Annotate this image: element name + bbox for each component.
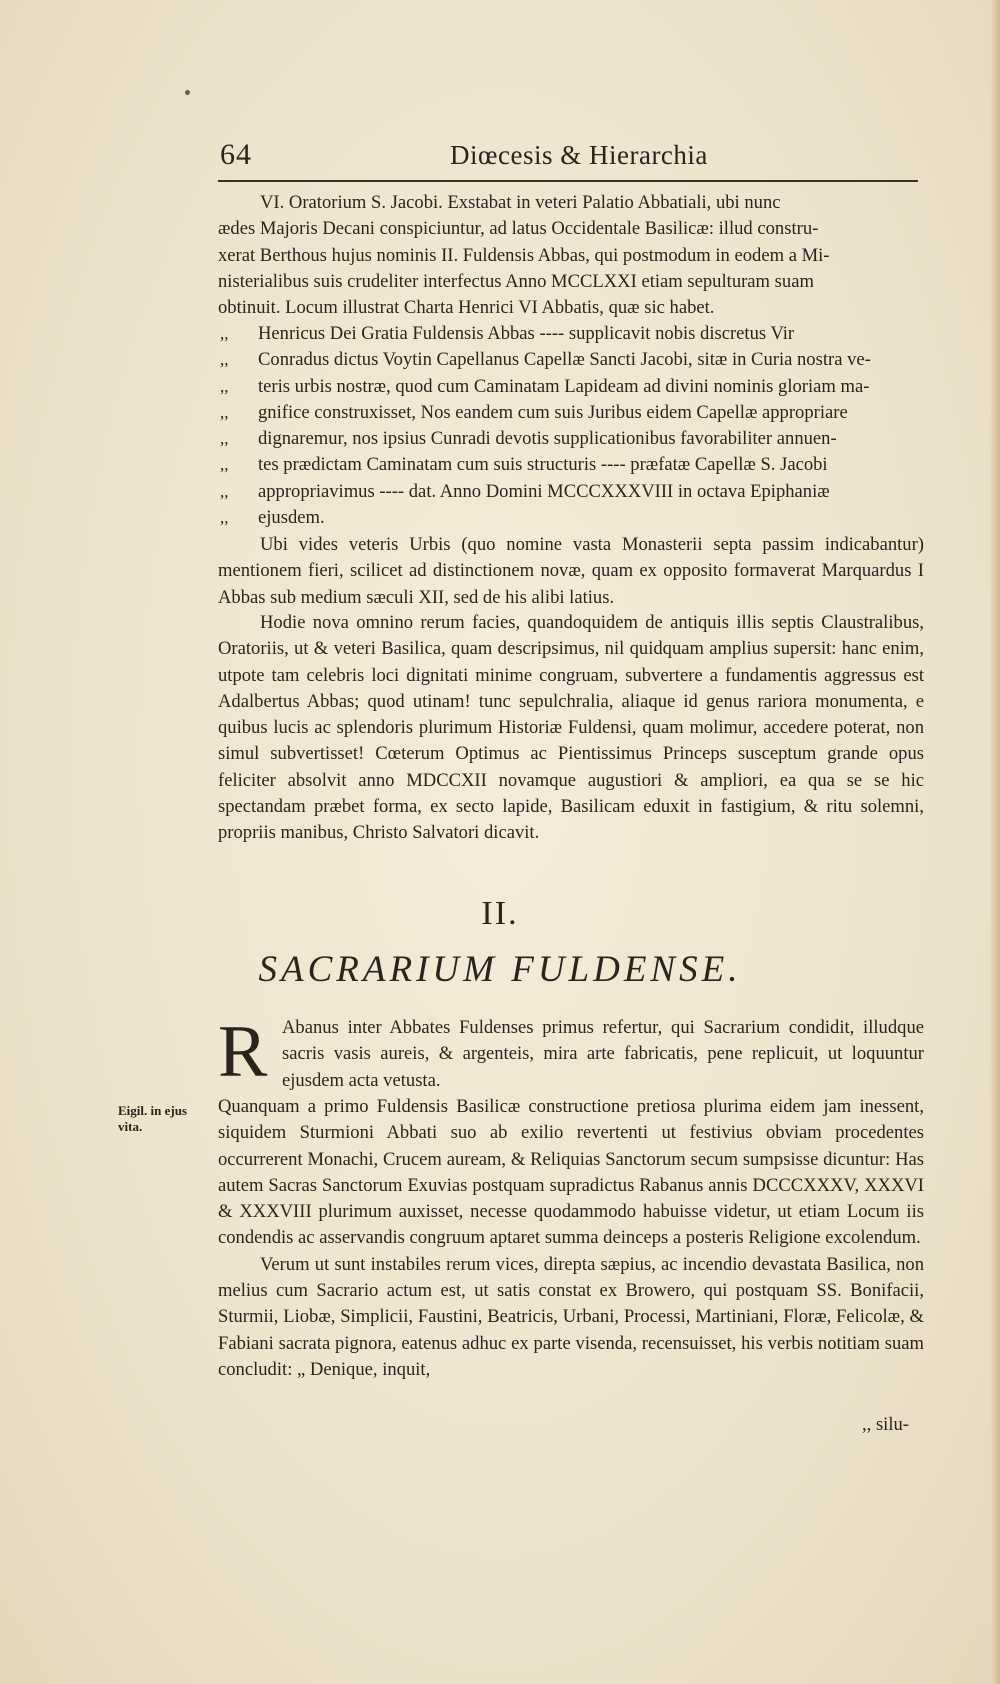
quote-mark: ,, bbox=[220, 376, 229, 396]
quote-mark: ,, bbox=[220, 429, 229, 449]
quote-text: appropriavimus ---- dat. Anno Domini MCCCXXXVIII in octava Epiphaniæ bbox=[258, 480, 830, 502]
quote-mark: ,, bbox=[220, 350, 229, 370]
section-ii-opening bbox=[282, 1015, 924, 1094]
ink-spot bbox=[185, 90, 190, 95]
paragraph-text: Quanquam a primo Fuldensis Basilicæ constructione pretiosa plurima eidem jam inessent, siquidem Sturmioni Abbati suo ab exilio revertenti ut festivius obviam procedentes occurrerent Monachi, Crucem auream, & Reliquias Sanctorum secum sumpsisse dicuntur: Has autem Sacras Sanctorum Exuvias postquam supradictus Rabanus annis DCCCXXXV, XXXVI & XXXVIII plurimum auxisset, necesse quodammodo habuisse videtur, ut etiam Locum iis condendis ac asservandis congruum aptaret summa deinceps a posteris Religione excolendum. bbox=[218, 1096, 924, 1249]
quote-text: gnifice construxisset, Nos eandem cum suis Juribus eidem Capellæ appropriare bbox=[258, 401, 848, 423]
page-edge-shadow bbox=[990, 0, 1000, 1684]
section-vi-line: ædes Majoris Decani conspiciuntur, ad latus Occidentale Basilicæ: illud constru- bbox=[218, 218, 819, 240]
section-ii-body bbox=[218, 1094, 924, 1383]
quote-text: teris urbis nostræ, quod cum Caminatam Lapideam ad divini nominis gloriam ma- bbox=[258, 375, 870, 397]
section-vi-line: VI. Oratorium S. Jacobi. Exstabat in veteri Palatio Abbatiali, ubi nunc bbox=[260, 192, 781, 213]
quote-text: Conradus dictus Voytin Capellanus Capellæ Sancti Jacobi, sitæ in Curia nostra ve- bbox=[258, 349, 871, 371]
quote-line bbox=[218, 426, 924, 452]
quote-line bbox=[218, 374, 924, 400]
paragraph-text: Ubi vides veteris Urbis (quo nomine vasta Monasterii septa passim indicabantur) mentionem fieri, scilicet ad distinctionem novæ, quam ex opposito formaverat Marquardus I Abbas sub medium sæculi XII, sed de his alibi latius. bbox=[218, 534, 924, 608]
quote-mark: ,, bbox=[220, 508, 229, 528]
section-vi-line: nisterialibus suis crudeliter interfectus Anno MCCLXXI etiam sepulturam suam bbox=[218, 270, 814, 292]
quote-mark: ,, bbox=[220, 402, 229, 422]
running-title: Diœcesis & Hierarchia bbox=[450, 140, 708, 170]
catchword: ,, silu- bbox=[862, 1414, 910, 1435]
page-number: 64 bbox=[220, 138, 252, 171]
header-rule bbox=[218, 180, 918, 182]
section-title: SACRARIUM FULDENSE. bbox=[258, 949, 742, 990]
section-number: II. bbox=[481, 895, 519, 932]
quote-mark: ,, bbox=[220, 324, 229, 343]
quote-line bbox=[218, 347, 924, 373]
quote-text: tes prædictam Caminatam cum suis structuris ---- præfatæ Capellæ S. Jacobi bbox=[258, 454, 828, 476]
page-header bbox=[220, 138, 920, 178]
drop-cap: R bbox=[218, 1011, 268, 1093]
quote-text: Henricus Dei Gratia Fuldensis Abbas ---- supplicavit nobis discretus Vir bbox=[258, 323, 795, 344]
charter-quote bbox=[218, 321, 924, 531]
quote-line bbox=[218, 321, 924, 347]
quote-text: dignaremur, nos ipsius Cunradi devotis supplicationibus favorabiliter annuen- bbox=[258, 428, 837, 450]
paragraph-text: Abanus inter Abbates Fuldenses primus refertur, qui Sacrarium condidit, illudque sacris vasis aureis, & argenteis, mira arte fabricatis, pene replicuit, ut loquuntur ejusdem acta vetusta. bbox=[282, 1017, 924, 1091]
paragraph-text: Verum ut sunt instabiles rerum vices, direpta sæpius, ac incendio devastata Basilica, non melius cum Sacrario actum est, ut satis constat ex Browero, qui postquam SS. Bonifacii, Sturmii, Liobæ, Simplicii, Faustini, Beatricis, Urbani, Processi, Martiniani, Floræ, Felicolæ, & Fabiani sacrata pignora, eatenus adhuc ex parte visenda, recensuisset, his verbis notitiam suam concludit: „ Denique, inquit, bbox=[218, 1253, 924, 1380]
quote-mark: ,, bbox=[220, 481, 229, 501]
section-vi-paragraph bbox=[218, 190, 924, 321]
quote-line bbox=[218, 505, 924, 531]
quote-line bbox=[218, 400, 924, 426]
quote-mark: ,, bbox=[220, 455, 229, 475]
paragraph-hodie bbox=[218, 610, 924, 847]
quote-text: ejusdem. bbox=[258, 507, 325, 529]
section-vi-line: obtinuit. Locum illustrat Charta Henrici VI Abbatis, quæ sic habet. bbox=[218, 297, 715, 319]
quote-line bbox=[218, 479, 924, 505]
quote-line bbox=[218, 452, 924, 478]
paragraph-text: Hodie nova omnino rerum facies, quandoquidem de antiquis illis septis Claustralibus, Oratoriis, ut & veteri Basilica, quam descripsimus, nil quidquam amplius supersit: hanc enim, utpote tam celebris loci dignitati minime congruam, subvertere a fundamentis aggressus est Adalbertus Abbas; quod utinam! tunc sepulchralia, aliaque id genus rariora monumenta, e quibus lucis ac splendoris plurimum Historiæ Fuldensi, quam molimur, accedere poterat, non simul subvertisset! Cœterum Optimus ac Pientissimus Princeps susceptum grande opus feliciter absolvit anno MDCCXII novamque augustiori & ampliori, ea qua se se hic spectandam præbet forma, ex secto lapide, Basilicam eduxit in fastigium, & ritu solemni, propriis manibus, Christo Salvatori dicavit. bbox=[218, 612, 924, 844]
margin-note: Eigil. in ejus vita. bbox=[118, 1103, 187, 1134]
paragraph-ubi-vides bbox=[218, 532, 924, 611]
section-vi-line: xerat Berthous hujus nominis II. Fuldensis Abbas, qui postmodum in eodem a Mi- bbox=[218, 244, 830, 266]
